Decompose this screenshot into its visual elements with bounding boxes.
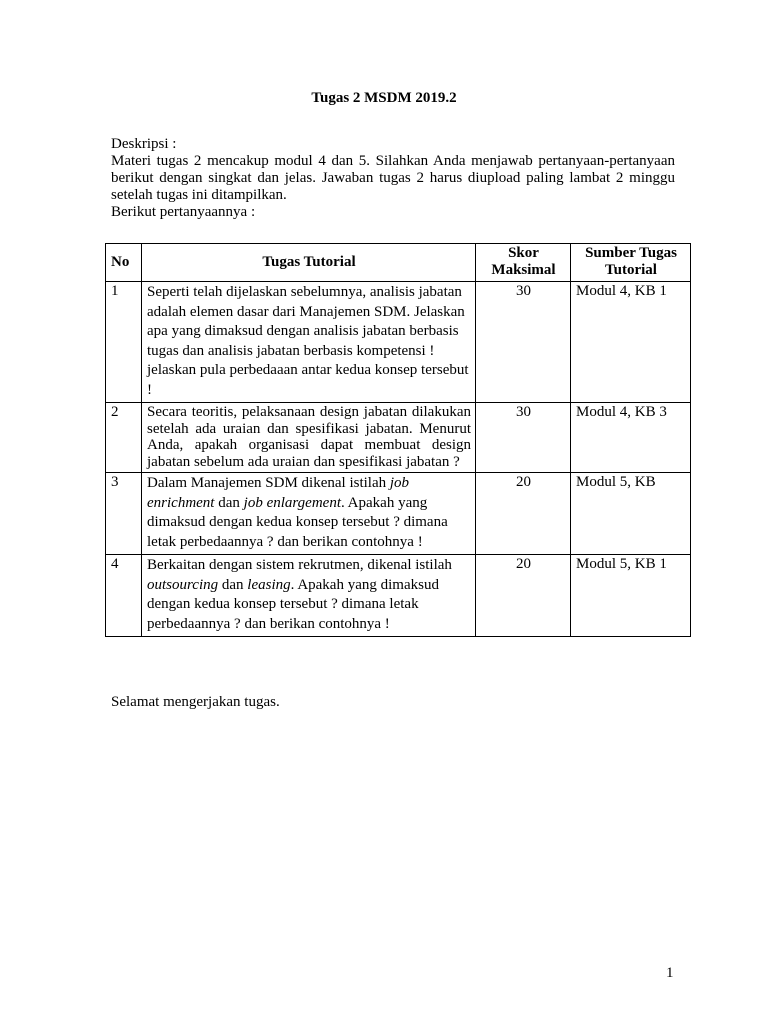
table-row	[106, 282, 691, 403]
task-text-segment: Secara teoritis, pelaksanaan design jabatan dilakukan setelah ada uraian dan spesifikasi jabatan. Menurut Anda, apakah organisasi dapat membuat design jabatan sebelum ada uraian dan spesifikasi jabatan ?	[147, 404, 471, 470]
closing-text: Selamat mengerjakan tugas.	[111, 694, 280, 710]
row-number: 3	[106, 473, 142, 555]
header-task: Tugas Tutorial	[142, 244, 476, 282]
row-number: 4	[106, 555, 142, 637]
row-score: 20	[476, 473, 571, 555]
description-paragraph: Materi tugas 2 mencakup modul 4 dan 5. Silahkan Anda menjawab pertanyaan-pertanyaan berikut dengan singkat dan jelas. Jawaban tugas 2 harus diupload paling lambat 2 minggu setelah tugas ini ditampilkan.	[111, 153, 675, 203]
italic-term: leasing	[247, 576, 291, 593]
task-text-segment: dan	[218, 576, 248, 593]
italic-term: job enlargement	[243, 494, 341, 511]
task-text-segment: Dalam Manajemen SDM dikenal istilah	[147, 475, 390, 491]
description-heading: Deskripsi :	[111, 136, 177, 152]
row-score: 20	[476, 555, 571, 637]
header-score: Skor Maksimal	[476, 244, 571, 282]
task-text	[142, 282, 476, 403]
table-row	[106, 555, 691, 637]
task-text-segment: dan	[214, 494, 244, 511]
page-number: 1	[666, 965, 674, 981]
header-source: Sumber Tugas Tutorial	[571, 244, 691, 282]
task-text	[142, 403, 476, 473]
row-source: Modul 5, KB 1	[571, 555, 691, 637]
italic-term: job enrichment	[147, 475, 410, 511]
row-score: 30	[476, 403, 571, 473]
row-number: 2	[106, 403, 142, 473]
task-text-segment: . Apakah yang dimaksud dengan kedua konsep tersebut ? dimana letak perbedaannya ? dan berikan contohnya !	[147, 576, 439, 632]
header-no: No	[106, 244, 142, 282]
row-score: 30	[476, 282, 571, 403]
italic-term: outsourcing	[147, 576, 219, 593]
row-source: Modul 4, KB 1	[571, 282, 691, 403]
task-text	[142, 555, 476, 637]
row-source: Modul 5, KB	[571, 473, 691, 555]
row-source: Modul 4, KB 3	[571, 403, 691, 473]
description-lead-in: Berikut pertanyaannya :	[111, 204, 256, 220]
row-number: 1	[106, 282, 142, 403]
description-section	[111, 136, 675, 221]
task-text-segment: Seperti telah dijelaskan sebelumnya, analisis jabatan adalah elemen dasar dari Manajemen SDM. Jelaskan apa yang dimaksud dengan analisis jabatan berbasis tugas dan analisis jabatan berbasis kompetensi ! jelaskan pula perbedaaan antar kedua konsep tersebut !	[147, 284, 469, 398]
table-row	[106, 403, 691, 473]
table-row	[106, 473, 691, 555]
table-header-row	[106, 244, 691, 282]
task-text	[142, 473, 476, 555]
task-text-segment: Berkaitan dengan sistem rekrutmen, dikenal istilah	[147, 557, 452, 573]
document-title: Tugas 2 MSDM 2019.2	[311, 90, 457, 106]
task-text-segment: . Apakah yang dimaksud dengan kedua konsep tersebut ? dimana letak perbedaannya ? dan berikan contohnya !	[147, 494, 448, 550]
tasks-table	[105, 243, 691, 637]
